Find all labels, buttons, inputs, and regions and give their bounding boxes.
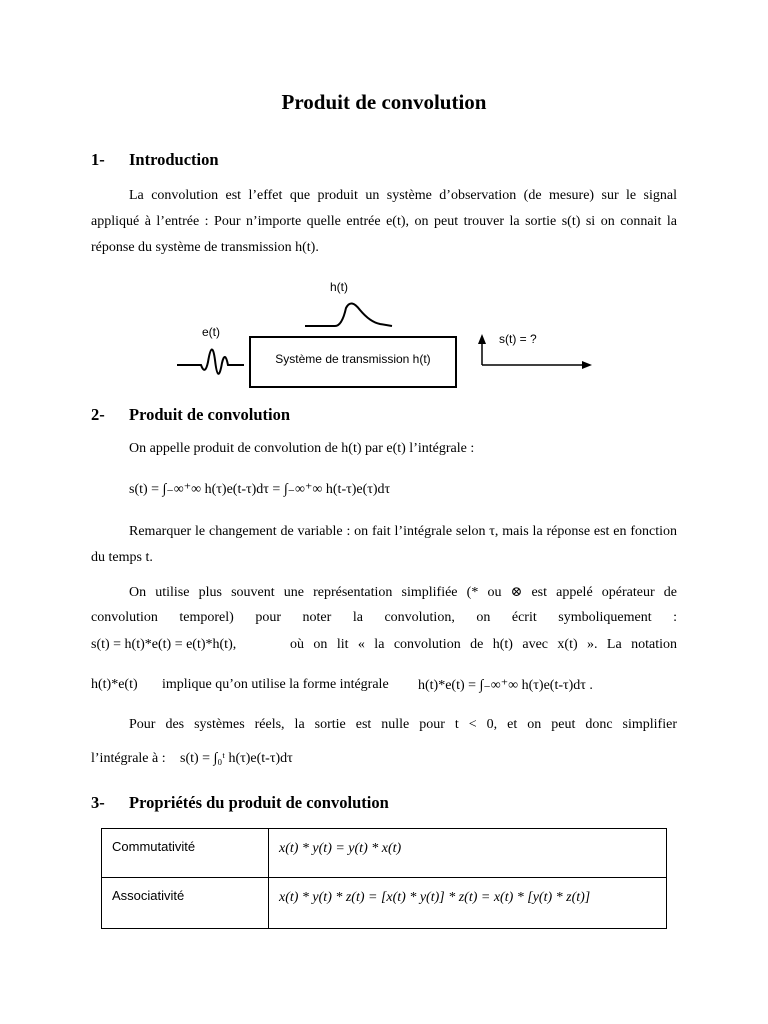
notation-line-4-eq1: h(t)*e(t) <box>91 677 138 692</box>
notation-line-3-text: où on lit « la convolution de h(t) avec x(t) ». La notation <box>290 637 677 652</box>
property-formula: x(t) * y(t) = y(t) * x(t) <box>269 829 667 878</box>
property-formula: x(t) * y(t) * z(t) = [x(t) * y(t)] * z(t) = x(t) * [y(t) * z(t)] <box>269 878 667 929</box>
impulse-response-shape <box>305 303 392 326</box>
section-heading-3 <box>91 793 691 815</box>
table-row <box>102 829 667 878</box>
section-title: Propriétés du produit de convolution <box>129 793 389 812</box>
notation-line-1: On utilise plus souvent une représentation simplifiée (* ou ⊗ est appelé opérateur de <box>129 585 677 600</box>
st-label: s(t) = ? <box>499 332 537 346</box>
section-number: 2- <box>91 405 105 424</box>
ht-label: h(t) <box>330 280 348 294</box>
real-systems-line-2-text: l’intégrale à : <box>91 751 166 766</box>
property-name: Commutativité <box>102 829 269 878</box>
notation-line-4-eq2: h(t)*e(t) = ∫₋∞⁺∞ h(τ)e(t-τ)dτ . <box>418 678 593 693</box>
transmission-diagram-drawing <box>170 278 610 393</box>
page-title: Produit de convolution <box>281 90 487 114</box>
arrow-right-icon <box>582 361 592 369</box>
notation-line-2: convolution temporel) pour noter la convolution, on écrit symboliquement : <box>91 610 677 625</box>
transmission-diagram <box>170 278 610 393</box>
input-signal-shape <box>177 349 244 373</box>
section-number: 3- <box>91 793 105 812</box>
intro-paragraph: La convolution est l’effet que produit un système d’observation (de mesure) sur le signal appliqué à l’entrée : Pour n’importe quelle entrée e(t), on peut trouver la sortie s(t) si on connait la réponse du système de transmission h(t). <box>91 188 677 255</box>
system-box-label: Système de transmission h(t) <box>275 352 431 366</box>
section-heading-2 <box>91 405 691 427</box>
notation-line-3-eq: s(t) = h(t)*e(t) = e(t)*h(t), <box>91 637 237 652</box>
properties-table <box>101 828 667 929</box>
notation-line-4-text: implique qu’on utilise la forme intégrale <box>162 677 389 692</box>
section-title: Produit de convolution <box>129 405 291 424</box>
table-row <box>102 878 667 929</box>
arrow-up-icon <box>478 334 486 344</box>
section-title: Introduction <box>129 150 219 169</box>
remark-paragraph: Remarquer le changement de variable : on fait l’intégrale selon τ, mais la réponse est en fonction du temps t. <box>91 524 677 565</box>
definition-intro: On appelle produit de convolution de h(t) par e(t) l’intégrale : <box>129 441 475 456</box>
property-name: Associativité <box>102 878 269 929</box>
section-number: 1- <box>91 150 105 169</box>
convolution-equation: s(t) = ∫₋∞⁺∞ h(τ)e(t-τ)dτ = ∫₋∞⁺∞ h(t-τ)e(τ)dτ <box>129 482 391 497</box>
section-heading-1 <box>91 150 691 172</box>
et-label: e(t) <box>202 325 220 339</box>
real-systems-line-1: Pour des systèmes réels, la sortie est nulle pour t < 0, et on peut donc simplifier <box>129 717 677 732</box>
real-systems-equation: s(t) = ∫₀ᵗ h(τ)e(t-τ)dτ <box>180 751 293 766</box>
